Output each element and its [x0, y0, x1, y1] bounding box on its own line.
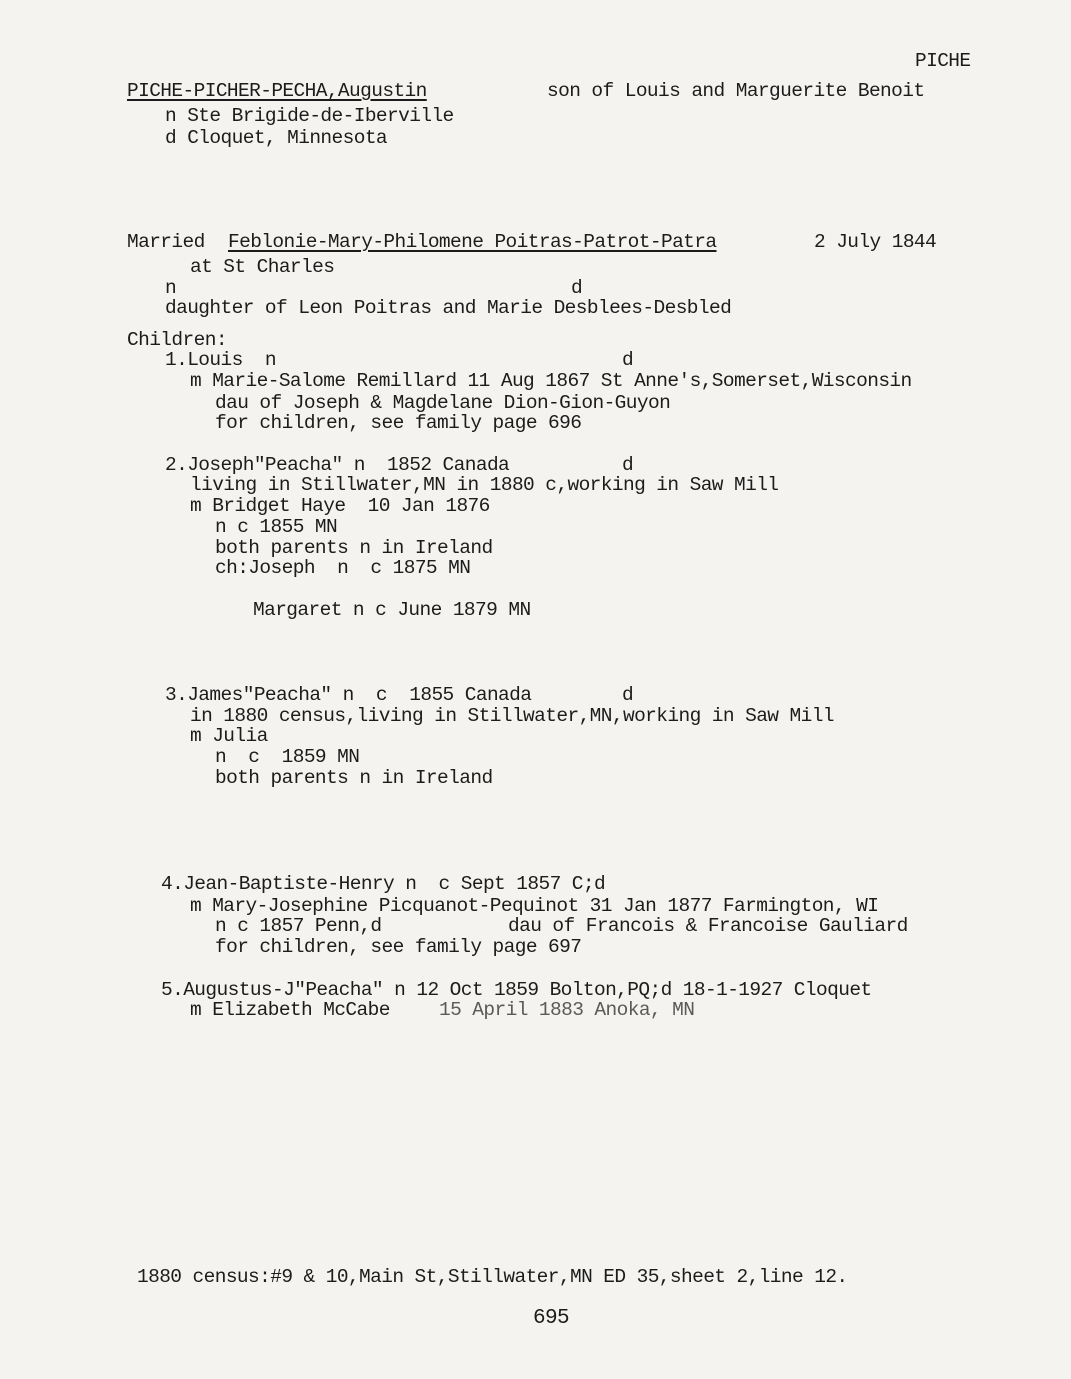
spouse-birth-label: n: [165, 277, 177, 299]
marriage-date: 2 July 1844: [814, 231, 937, 253]
child-2-marriage: m Bridget Haye 10 Jan 1876: [190, 495, 490, 517]
child-5-marriage: m Elizabeth McCabe: [190, 999, 390, 1021]
child-2-spouse-parents: both parents n in Ireland: [215, 537, 493, 559]
subject-parents: son of Louis and Marguerite Benoit: [547, 80, 925, 102]
child-5-name: 5.Augustus-J"Peacha" n 12 Oct 1859 Bolton,PQ;d 18-1-1927 Cloquet: [161, 979, 872, 1001]
child-2-residence: living in Stillwater,MN in 1880 c,working in Saw Mill: [190, 474, 779, 496]
subject-birth: n Ste Brigide-de-Iberville: [165, 105, 454, 127]
marriage-place: at St Charles: [190, 256, 335, 278]
child-3-name: 3.James"Peacha" n c 1855 Canada: [165, 684, 532, 706]
spouse-name: Feblonie-Mary-Philomene Poitras-Patrot-Patra: [228, 231, 717, 253]
children-heading: Children:: [127, 329, 227, 351]
child-4-name: 4.Jean-Baptiste-Henry n c Sept 1857 C;d: [161, 873, 606, 895]
child-2-spouse-birth: n c 1855 MN: [215, 516, 338, 538]
page-number: 695: [533, 1307, 570, 1330]
spouse-death-label: d: [571, 277, 583, 299]
child-2-child-joseph: ch:Joseph n c 1875 MN: [215, 557, 471, 579]
child-4-marriage: m Mary-Josephine Picquanot-Pequinot 31 Jan 1877 Farmington, WI: [190, 895, 879, 917]
child-3-census: in 1880 census,living in Stillwater,MN,working in Saw Mill: [190, 705, 834, 727]
child-2-name: 2.Joseph"Peacha" n 1852 Canada: [165, 454, 510, 476]
census-note: 1880 census:#9 & 10,Main St,Stillwater,MN ED 35,sheet 2,line 12.: [137, 1266, 848, 1288]
child-4-spouse-parents: dau of Francois & Francoise Gauliard: [508, 915, 908, 937]
page-header: PICHE: [915, 50, 971, 72]
child-1-name: 1.Louis n: [165, 349, 277, 371]
child-1-family-ref: for children, see family page 696: [215, 412, 582, 434]
marriage-prefix: Married: [127, 231, 205, 253]
child-3-marriage: m Julia: [190, 725, 268, 747]
child-2-child-margaret: Margaret n c June 1879 MN: [253, 599, 531, 621]
child-2-death: d: [622, 454, 634, 476]
child-3-death: d: [622, 684, 634, 706]
child-1-spouse-parents: dau of Joseph & Magdelane Dion-Gion-Guyon: [215, 392, 671, 414]
child-4-spouse-birth: n c 1857 Penn,d: [215, 915, 382, 937]
child-1-death: d: [622, 349, 634, 371]
child-5-marriage-date: 15 April 1883 Anoka, MN: [439, 999, 695, 1021]
child-1-marriage: m Marie-Salome Remillard 11 Aug 1867 St Anne's,Somerset,Wisconsin: [190, 370, 912, 392]
child-4-family-ref: for children, see family page 697: [215, 936, 582, 958]
child-3-spouse-parents: both parents n in Ireland: [215, 767, 493, 789]
child-3-spouse-birth: n c 1859 MN: [215, 746, 360, 768]
spouse-parents: daughter of Leon Poitras and Marie Desblees-Desbled: [165, 297, 732, 319]
subject-name: PICHE-PICHER-PECHA,Augustin: [127, 80, 427, 102]
subject-death: d Cloquet, Minnesota: [165, 127, 388, 149]
